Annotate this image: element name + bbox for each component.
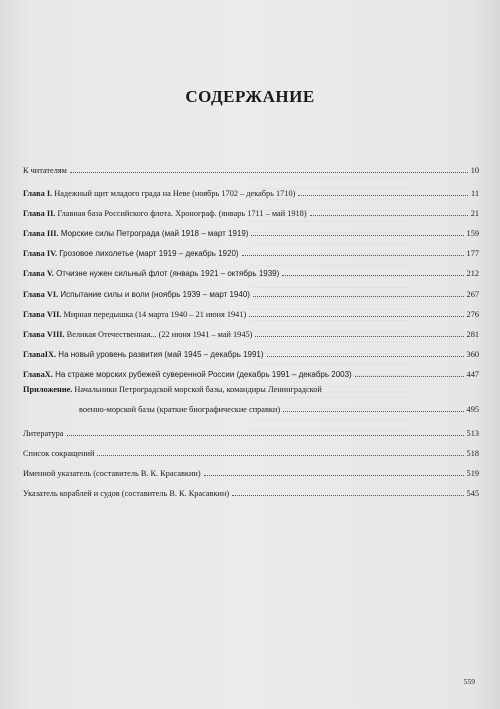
dot-leader [267, 356, 464, 357]
toc-entry-text: Морские силы Петрограда (май 1918 – март 1919) [58, 229, 249, 239]
dot-leader [355, 376, 464, 377]
chapter-label: Глава III. [23, 229, 59, 239]
toc-entry-text: Указатель кораблей и судов (составитель В. К. Красавкин) [23, 489, 230, 499]
chapter-label: Глава IV. [23, 249, 58, 259]
toc-page-number: 360 [466, 349, 479, 359]
toc-entry-text: Надежный щит младого града на Неве (ноябрь 1702 – декабрь 1710) [52, 189, 296, 199]
toc-entry-text: Испытание силы и воли (ноябрь 1939 – март 1940) [58, 289, 250, 299]
toc-page-number: 276 [466, 309, 479, 319]
dot-leader [242, 255, 464, 256]
dot-leader [253, 296, 464, 297]
toc-page-number: 267 [466, 289, 479, 299]
toc-page-number: 519 [466, 468, 479, 478]
toc-page-number: 545 [466, 489, 479, 499]
dot-leader [310, 215, 468, 216]
toc-entry-name-index[interactable] [23, 461, 479, 478]
appendix-label: Приложение. [23, 385, 73, 395]
toc-page-number: 281 [466, 329, 479, 339]
toc-entry-text: Грозовое лихолетье (март 1919 – декабрь 1920) [57, 249, 239, 259]
toc-entry-chapter-8[interactable] [23, 322, 479, 339]
dot-leader [255, 336, 463, 337]
toc-page-number: 212 [466, 269, 479, 279]
table-of-contents [23, 158, 479, 501]
dot-leader [282, 275, 463, 276]
dot-leader [249, 316, 463, 317]
toc-entry-text: Главная база Российского флота. Хронограф. (январь 1711 – май 1918) [55, 209, 307, 219]
chapter-label: Глава VI. [23, 289, 59, 299]
toc-entry-abbreviations[interactable] [23, 441, 479, 458]
toc-entry-preface[interactable] [23, 158, 479, 175]
toc-entry-ship-index[interactable] [23, 481, 479, 498]
toc-entry-text: Именной указатель (составитель В. К. Красавкин) [23, 468, 201, 478]
dot-leader [298, 195, 468, 196]
toc-entry-chapter-1[interactable] [23, 181, 479, 198]
dot-leader [232, 495, 463, 496]
toc-entry-chapter-7[interactable] [23, 302, 479, 319]
toc-entry-text: Отчизне нужен сильный флот (январь 1921 – октябрь 1939) [53, 269, 280, 279]
toc-page-number: 10 [470, 165, 479, 175]
toc-page-number: 21 [470, 209, 479, 219]
page-number: 559 [463, 677, 475, 686]
dot-leader [67, 435, 464, 436]
toc-entry-text: Начальники Петроградской морской базы, командиры Ленинградской [72, 385, 322, 395]
toc-entry-chapter-2[interactable] [23, 201, 479, 218]
dot-leader [70, 172, 468, 173]
toc-page-number: 11 [471, 189, 479, 199]
toc-entry-text: К читателям [23, 165, 67, 175]
toc-entry-chapter-9[interactable] [23, 342, 479, 359]
chapter-label: Глава I. [23, 189, 53, 199]
toc-page-number: 177 [466, 249, 479, 259]
chapter-label: Глава VIII. [23, 329, 65, 339]
toc-entry-text: На новый уровень развития (май 1945 – декабрь 1991) [56, 349, 264, 359]
toc-entry-text: Список сокращений [23, 448, 95, 458]
toc-entry-chapter-3[interactable] [23, 221, 479, 238]
dot-leader [97, 455, 463, 456]
toc-page-number: 159 [466, 229, 479, 239]
toc-entry-bibliography[interactable] [23, 421, 479, 438]
toc-entry-text: На страже морских рубежей суверенной России (декабрь 1991 – декабрь 2003) [52, 369, 352, 379]
toc-entry-text: Мирная передышка (14 марта 1940 – 21 июня 1941) [61, 309, 247, 319]
chapter-label: ГлаваIX. [23, 349, 57, 359]
chapter-label: Глава II. [23, 209, 56, 219]
toc-page-number: 447 [466, 369, 479, 379]
toc-entry-text: Литература [23, 428, 64, 438]
toc-page-number: 518 [466, 448, 479, 458]
toc-entry-text: Великая Отечественная... (22 июня 1941 – май 1945) [64, 329, 253, 339]
toc-entry-chapter-4[interactable] [23, 242, 479, 259]
toc-entry-chapter-10[interactable] [23, 362, 479, 379]
chapter-label: Глава V. [23, 269, 54, 279]
toc-entry-appendix[interactable] [23, 385, 479, 414]
toc-entry-chapter-5[interactable] [23, 262, 479, 279]
page-title: СОДЕРЖАНИЕ [185, 87, 315, 106]
dot-leader [204, 475, 464, 476]
toc-entry-chapter-6[interactable] [23, 282, 479, 299]
toc-entry-text-continued: военно-морской базы (краткие биографические справки) [79, 405, 281, 415]
chapter-label: Глава VII. [23, 309, 62, 319]
dot-leader [283, 411, 463, 412]
toc-page-number: 495 [466, 405, 479, 415]
chapter-label: ГлаваX. [23, 369, 53, 379]
toc-page-number: 513 [466, 428, 479, 438]
dot-leader [251, 235, 463, 236]
